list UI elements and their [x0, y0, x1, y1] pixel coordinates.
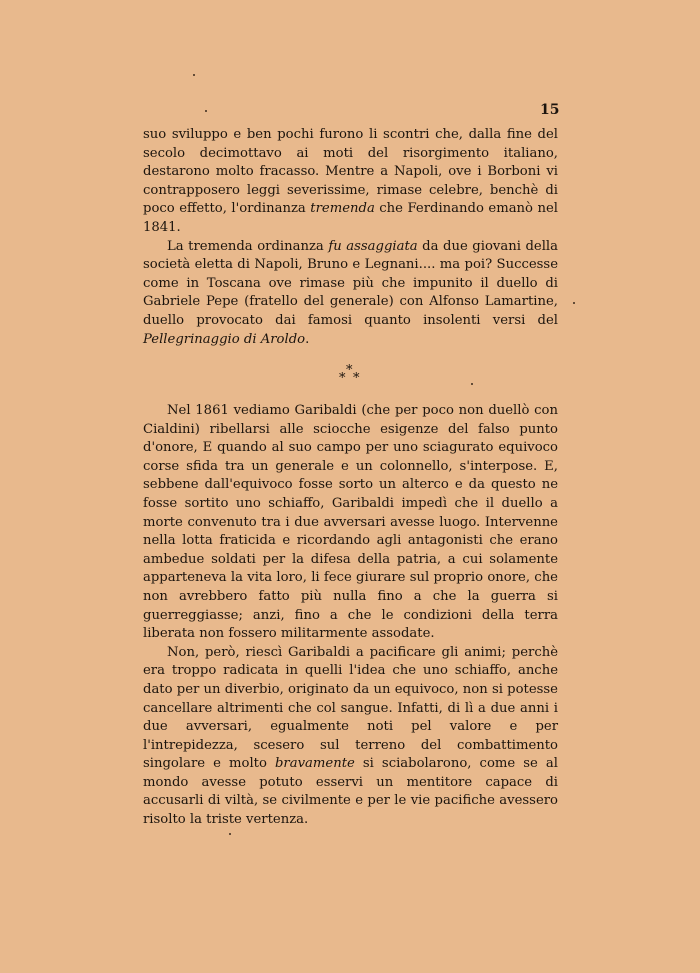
paragraph-4-text-a: Non, però, riescì Garibaldi a pacificare gli animi; perchè era troppo radicata in quelli l'idea che uno schiaffo, anche dato per un diverbio, originato da un equivoco, non si potesse cancellare altrimenti che col sangue. Infatti, di lì a due anni i due avversari, egualmente noti pel valore e per l'intrepidezza, scesero sul terreno del combattimento singolare e molto — [143, 644, 558, 772]
paragraph-2 — [143, 238, 558, 350]
text-block-lower — [143, 402, 558, 830]
page-number: 15 — [540, 102, 560, 118]
paragraph-1-text-b: che Ferdinando emanò nel 1841. — [143, 201, 558, 235]
paper-speck — [229, 833, 231, 835]
paper-speck — [205, 110, 207, 112]
paragraph-2-text-b: da due giovani della società eletta di Napoli, Bruno e Legnani.... ma poi? Successe come in Toscana ove rimase più che impunito il duello di Gabriele Pepe (fratello del generale) con Alfonso Lamartine, duello provocato dai famosi quanto insolenti versi del — [143, 238, 559, 328]
paper-speck — [573, 302, 575, 304]
paragraph-1 — [143, 126, 558, 238]
asterism-star-top: * — [346, 363, 353, 378]
paragraph-1-text-a: suo sviluppo e ben pochi furono li scontri che, dalla fine del secolo decimottavo ai moti del risorgimento italiano, destarono molto fracasso. Mentre a Napoli, ove i Borboni vi contrapposero leggi severissime, rimase celebre, benchè di poco effetto, l'ordinanza — [143, 127, 558, 217]
paper-speck — [193, 74, 195, 76]
section-divider-asterism — [337, 364, 367, 386]
paragraph-3-text: Nel 1861 vediamo Garibaldi (che per poco non duellò con Cialdini) ribellarsi alle sciocche esigenze del falso punto d'onore, E quando al suo campo per uno sciagurato equivoco corse sfida tra un generale e un colonnello, s'interpose. E, sebbene dall'equivoco fosse sorto un alterco e da questo ne fosse sortito uno schiaffo, Garibaldi impedì che il duello a morte convenuto tra i due avversari avesse luogo. Intervenne nella lotta fraticida e ricordando agli antagonisti che erano ambedue soldati per la difesa della patria, a cui solamente apparteneva la vita loro, li fece giurare sul proprio onore, che non avrebbero fatto più nulla fino a che la guerra si guerreggiasse; anzi, fino a che le condizioni della terra liberata non fossero militarmente assodate. — [143, 403, 558, 642]
paragraph-4 — [143, 644, 558, 830]
paragraph-2-text-c: . — [305, 331, 310, 347]
paragraph-2-text-a: La tremenda ordinanza — [167, 238, 329, 254]
asterism-star-left: * — [339, 371, 346, 386]
paragraph-4-italic: bravamente — [274, 756, 355, 772]
paper-speck — [471, 383, 473, 385]
asterism-star-right: * — [353, 371, 360, 386]
paragraph-4-text-b: si sciabolarono, come se al mondo avesse potuto esservi un mentitore capace di accusarli di viltà, se civilmente e per le vie pacifiche avessero risolto la triste vertenza. — [143, 756, 558, 828]
paragraph-2-italic-a: fu assaggiata — [328, 238, 418, 254]
paragraph-3 — [143, 402, 558, 644]
paragraph-1-italic: tremenda — [310, 201, 375, 217]
paragraph-2-italic-b: Pellegrinaggio di Aroldo — [143, 331, 306, 347]
text-block-upper — [143, 126, 558, 349]
